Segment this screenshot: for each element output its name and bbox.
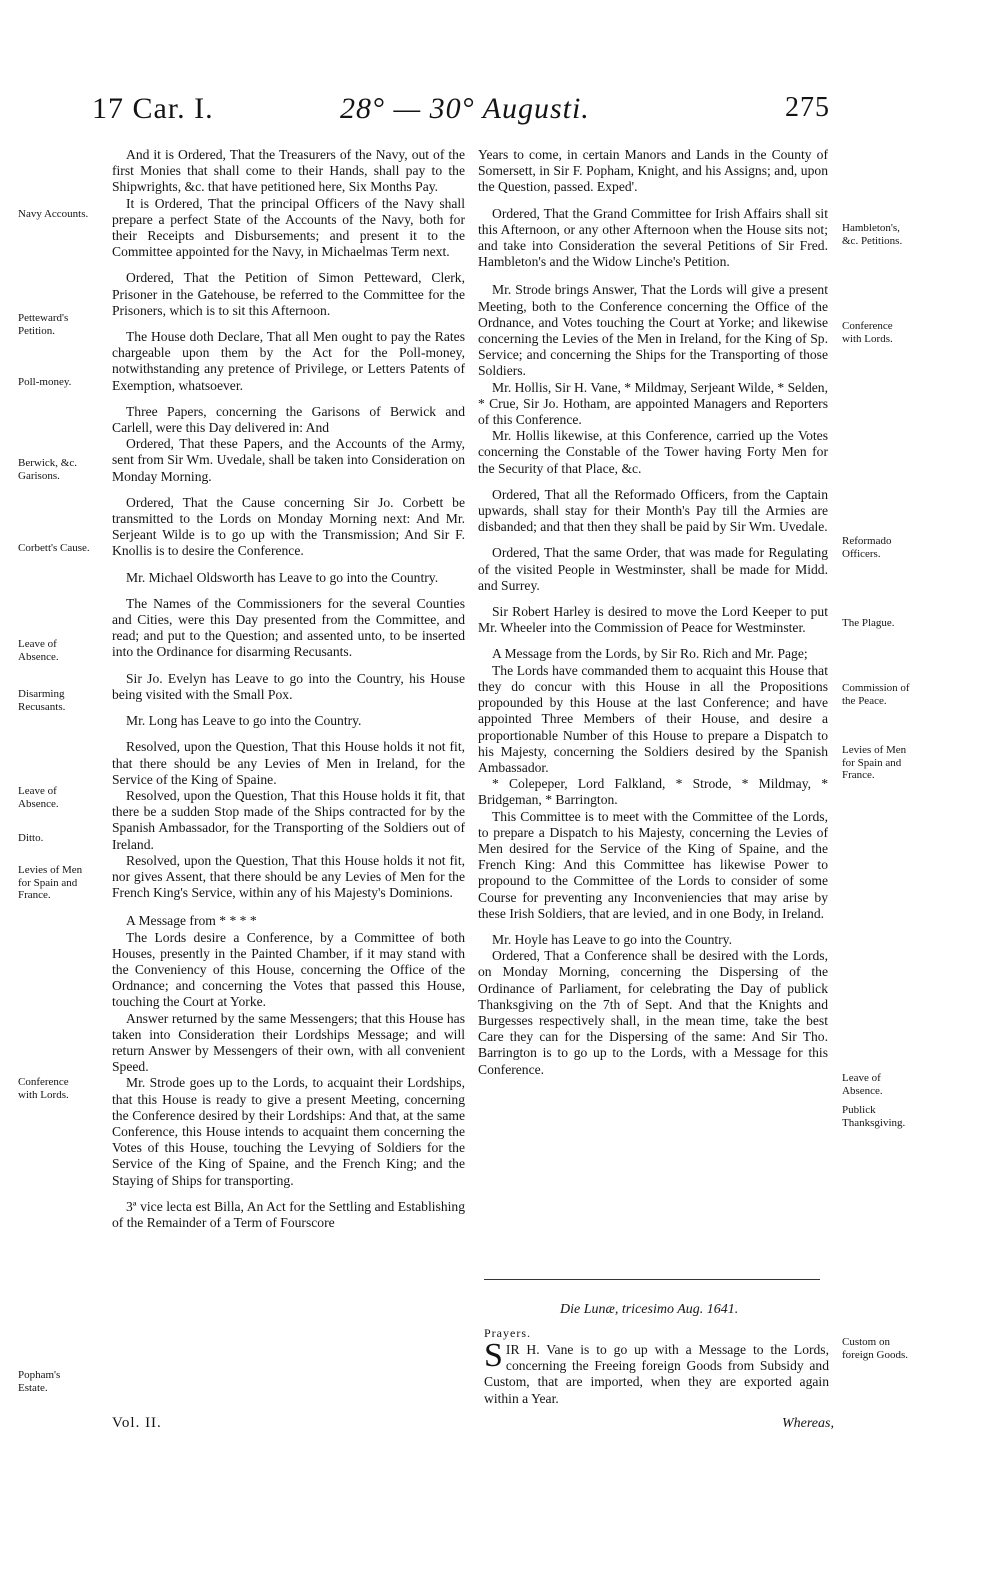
margin-note: Poll-money. [18,376,72,388]
section-divider [484,1279,820,1280]
margin-note: The Plague. [842,617,895,629]
paragraph: 3ª vice lecta est Billa, An Act for the Settling and Establishing of the Remainder of a Term of Fourscore [112,1198,465,1230]
left-column [112,147,465,1231]
paragraph: Mr. Michael Oldsworth has Leave to go into the Country. [126,569,439,585]
paragraph: The House doth Declare, That all Men ought to pay the Rates chargeable upon them by the Act for the Poll-money, notwithstanding any pretence of Privilege, or Letters Patents of Exemption, whatsoever. [112,329,465,393]
paragraph: The Lords have commanded them to acquaint this House that they do concur with this House in all the Propositions propounded by this House at the last Conference; and have appointed Three Members of their House, and desire a proportionable Number of this House to prepare a Dispatch to his Majesty, concerning the Soldiers desired by the Spanish Ambassador. [478,662,828,775]
margin-note: Petteward's Petition. [18,312,69,337]
paragraph: And it is Ordered, That the Treasurers of the Navy, out of the first Monies that shall come to their Hands, shall pay to the Shipwrights, &c. that have petitioned here, Six Months Pay. [112,147,465,195]
paragraph: Mr. Hollis likewise, at this Conference, carried up the Votes concerning the Constable of the Tower having Forty Men for the Security of that Place, &c. [478,428,828,476]
margin-note: Leave of Absence. [18,638,59,663]
paragraph: Sir Robert Harley is desired to move the Lord Keeper to put Mr. Wheeler into the Commission of Peace for Westminster. [478,604,828,636]
header-regnal-year: 17 Car. I. [92,92,214,125]
paragraph: Sir Jo. Evelyn has Leave to go into the Country, his House being visited with the Small Pox. [112,670,465,702]
margin-note: Corbett's Cause. [18,542,90,554]
paragraph: It is Ordered, That the principal Officers of the Navy shall prepare a perfect State of the Accounts of the Navy, both for their Receipts and Disbursements; and present it to the Committee appointed for the Navy, in Michaelmas Term next. [112,195,465,260]
paragraph: Ordered, That the same Order, that was made for Regulating of the visited People in Westminster, shall be made for Midd. and Surrey. [478,545,828,593]
margin-note: Leave of Absence. [842,1072,883,1097]
volume-signature: Vol. II. [112,1415,162,1431]
paragraph: Ordered, That the Grand Committee for Irish Affairs shall sit this Afternoon, or any other Afternoon when the House sits not; and take into Consideration the several Petitions of Sir Fred. Hambleton's and the Widow Linche's Petition. [478,205,828,270]
paragraph: Resolved, upon the Question, That this House holds it not fit, that there should be any Levies of Men in Ireland, for the Service of the King of Spaine. [112,739,465,787]
margin-note: Ditto. [18,832,44,844]
margin-note: Disarming Recusants. [18,688,66,713]
right-column [478,147,828,1078]
paragraph: IR H. Vane is to go up with a Message to the Lords, concerning the Freeing foreign Goods from Subsidy and Custom, that are imported, when they are exported again within a Year. [484,1342,829,1406]
margin-note: Reformado Officers. [842,535,892,560]
paragraph: Mr. Long has Leave to go into the Country. [126,713,362,729]
paragraph: Three Papers, concerning the Garisons of Berwick and Carlell, were this Day delivered in: And [112,403,465,436]
paragraph: Answer returned by the same Messengers; that this House has taken into Consideration their Lordships Message; and will return Answer by Messengers of their own, with all convenient Speed. [112,1010,465,1075]
drop-cap: S [484,1337,503,1374]
page-number: 275 [785,92,830,123]
paragraph: Ordered, That a Conference shall be desired with the Lords, on Monday Morning, concerning the Dispersing of the Ordinance of Parliament, for celebrating the Day of publick Thanksgiving on the 7th of Sept. And that the Knights and Burgesses respectively shall, in the mean time, take the best Care they can for the Dispersing of the same: And Sir Tho. Barrington is to go up to the Lords, with a Message for this Conference. [478,948,828,1077]
paragraph: The Lords desire a Conference, by a Committee of both Houses, presently in the Painted Chamber, if it may stand with the Conveniency of this House, concerning the Office of the Ordnance; and concerning the Votes that passed this House, touching the Court at Yorke. [112,929,465,1010]
paragraph: A Message from * * * * [126,913,257,929]
margin-note: Publick Thanksgiving. [842,1104,906,1129]
paragraph: Mr. Hoyle has Leave to go into the Country. [492,931,732,947]
paragraph: Mr. Hollis, Sir H. Vane, * Mildmay, Serjeant Wilde, * Selden, * Crue, Sir Jo. Hotham, are appointed Managers and Reporters of this Conference. [478,379,828,428]
paragraph: Ordered, That these Papers, and the Accounts of the Army, sent from Sir Wm. Uvedale, shall be taken into Consideration on Monday Morning. [112,436,465,484]
margin-note: Popham's Estate. [18,1369,61,1394]
margin-note: Leave of Absence. [18,785,59,810]
margin-note: Hambleton's, &c. Petitions. [842,222,903,247]
margin-note: Conference with Lords. [18,1076,69,1101]
header-dates: 28° — 30° Augusti. [340,92,590,125]
margin-note: Levies of Men for Spain and France. [18,864,83,901]
paragraph: Ordered, That all the Reformado Officers, from the Captain upwards, shall stay for their Month's Pay till the Armies are disbanded; and that then they shall be paid by Sir Wm. Uvedale. [478,486,828,535]
paragraph: A Message from the Lords, by Sir Ro. Rich and Mr. Page; [492,646,808,662]
paragraph: Resolved, upon the Question, That this House holds it not fit, nor gives Assent, that there should be any Levies of Men for the French King's Service, within any of his Majesty's Dominions. [112,852,465,901]
paragraph: This Committee is to meet with the Committee of the Lords, to prepare a Dispatch to his Majesty, concerning the Levies of Men desired for the Service of the King of Spaine, and the French King: And this Committee has likewise Power to propound to the Committee of the Lords to consider of some Course for preventing any Inconveniencies that may arise by these Irish Soldiers, that are levied, and in one Body, in Ireland. [478,808,828,921]
paragraph: * Colepeper, Lord Falkland, * Strode, * Mildmay, * Bridgeman, * Barrington. [478,776,828,808]
day-heading: Die Lunæ, tricesimo Aug. 1641. [560,1302,739,1317]
catchword: Whereas, [782,1416,834,1431]
custom-paragraph [484,1337,829,1407]
paragraph: Mr. Strode brings Answer, That the Lords will give a present Meeting, both to the Conference concerning the Office of the Ordnance, and Votes touching the Court at Yorke; and likewise concerning the Levies of the Men in Ireland, for the King of Sp. Service; and concerning the Ships for the Transporting of those Soldiers. [478,282,828,379]
margin-note: Custom on foreign Goods. [842,1336,908,1361]
paragraph: Ordered, That the Cause concerning Sir Jo. Corbett be transmitted to the Lords on Monday Morning next: And Mr. Serjeant Wilde is to go up with the Transmission; And Sir F. Knollis is to desire the Conference. [112,494,465,559]
prayers-heading: Prayers. [484,1326,531,1340]
margin-note: Conference with Lords. [842,320,893,345]
margin-note: Navy Accounts. [18,208,89,220]
margin-note: Commission of the Peace. [842,682,910,707]
paragraph: Resolved, upon the Question, That this House holds it fit, that there be a sudden Stop made of the Ships contracted for by the Spanish Ambassador, for the Transporting of the Soldiers out of Ireland. [112,787,465,852]
paragraph: Mr. Strode goes up to the Lords, to acquaint their Lordships, that this House is ready to give a present Meeting, concerning the Conference desired by their Lordships: And that, at the same Conference, this House intends to acquaint them concerning the Votes of this House, touching the Levying of Soldiers for the Service of the King of Spaine, and the French King; and the Staying of Ships for transporting. [112,1075,465,1188]
margin-note: Berwick, &c. Garisons. [18,457,77,482]
paragraph: The Names of the Commissioners for the several Counties and Cities, were this Day presented from the Committee, and read; and put to the Question; and assented unto, to be inserted into the Ordinance for disarming Recusants. [112,595,465,660]
paragraph: Ordered, That the Petition of Simon Petteward, Clerk, Prisoner in the Gatehouse, be referred to the Committee for the Prisoners, which is to sit this Afternoon. [112,270,465,318]
paragraph: Years to come, in certain Manors and Lands in the County of Somersett, in Sir F. Popham, Knight, and his Assigns; and, upon the Question, passed. Exped'. [478,147,828,195]
margin-note: Levies of Men for Spain and France. [842,744,907,781]
